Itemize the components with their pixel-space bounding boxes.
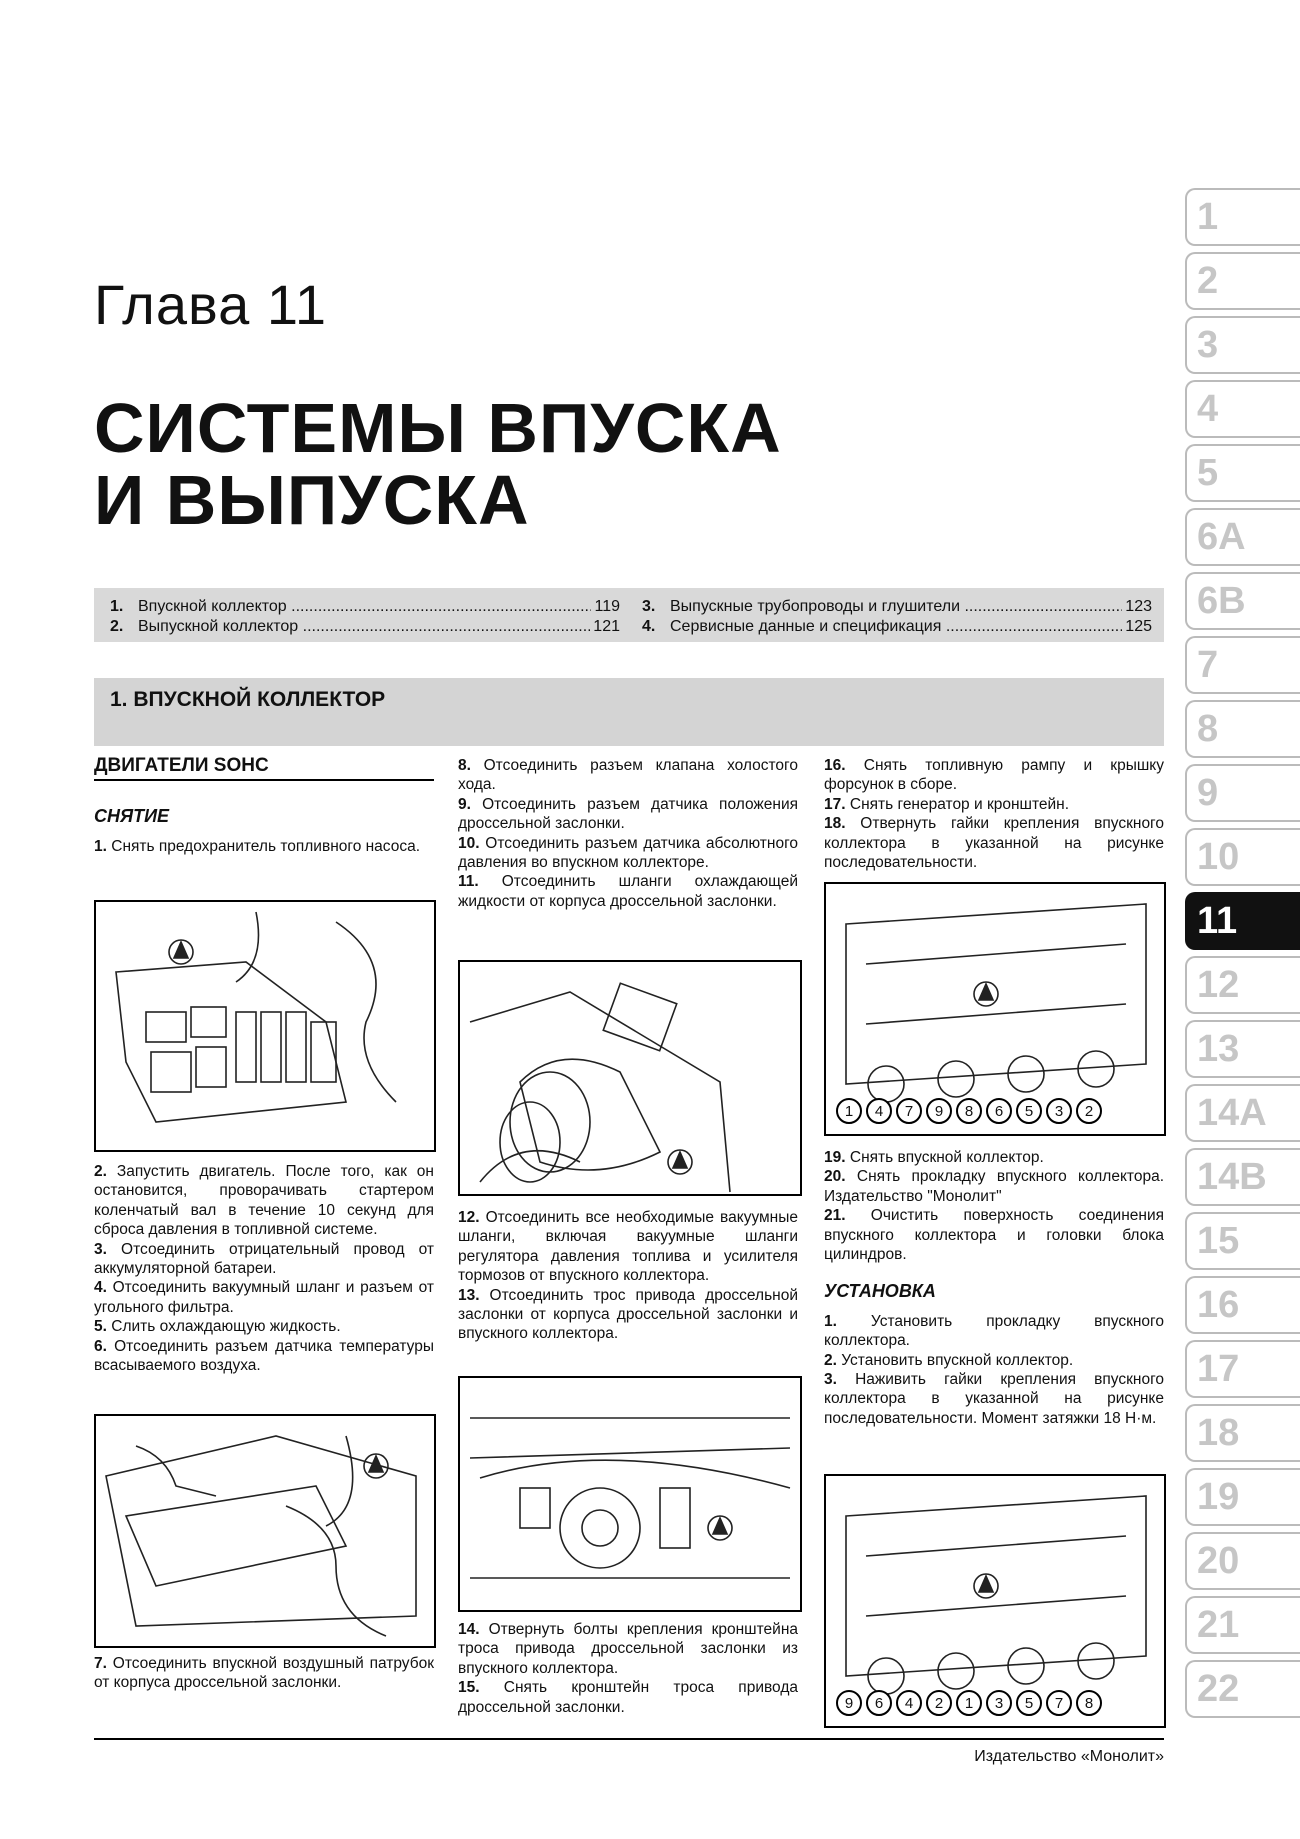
toc-item[interactable]: 2. Выпускной коллектор ..... 121 [110,618,620,636]
chapter-tab[interactable]: 17 [1185,1340,1300,1398]
step-text: 15. Снять кронштейн троса привода дроссельной заслонки. [458,1679,798,1716]
table-of-contents [94,588,1164,642]
step-text: 10. Отсоединить разъем датчика абсолютного давления во впускном коллекторе. [458,834,798,872]
title-line-1: СИСТЕМЫ ВПУСКА [94,389,782,467]
step-text: 18. Отвернуть гайки крепления впускного коллектора в указанной на рисунке последовательности. [824,815,1164,872]
footer-divider [94,1738,1164,1740]
sequence-number: 7 [1046,1690,1072,1716]
engine-heading: ДВИГАТЕЛИ SOHC [94,756,434,781]
step-text: 8. Отсоединить разъем клапана холостого хода. [458,757,798,794]
step-text: 1. Снять предохранитель топливного насоса. [94,837,421,855]
sequence-number: 6 [866,1690,892,1716]
figure-nut-removal-sequence [824,882,1166,1136]
sequence-number: 8 [1076,1690,1102,1716]
step-text: 20. Снять прокладку впускного коллектора. Издательство "Монолит" [824,1168,1164,1205]
chapter-tab[interactable]: 14A [1185,1084,1300,1142]
step-text: 14. Отвернуть болты крепления кронштейна троса привода дроссельной заслонки из впускного коллектора. [458,1621,798,1677]
throttle-cable-illustration [460,1378,800,1610]
figure-throttle-cable [458,1376,802,1612]
step-text: 16. Снять топливную рампу и крышку форсунок в сборе. [824,757,1164,794]
column-2-steps-b [458,1208,798,1344]
chapter-tab[interactable]: 14B [1185,1148,1300,1206]
step-text: 21. Очистить поверхность соединения впускного коллектора и головки блока цилиндров. [824,1207,1164,1264]
air-temp-sensor-illustration [96,1416,434,1646]
sequence-number: 8 [956,1098,982,1124]
step-text: 2. Установить впускной коллектор. [824,1351,1074,1369]
column-2 [458,756,798,911]
chapter-tab[interactable]: 5 [1185,444,1300,502]
chapter-tab[interactable]: 21 [1185,1596,1300,1654]
figure-air-temp-sensor [94,1414,436,1648]
chapter-tab[interactable]: 18 [1185,1404,1300,1462]
column-2-steps-c [458,1620,798,1717]
section-title: 1. ВПУСКНОЙ КОЛЛЕКТОР [110,688,386,711]
manifold-removal-illustration [826,884,1164,1134]
step-text: 13. Отсоединить трос привода дроссельной заслонки от корпуса дроссельной заслонки и впускного коллектора. [458,1286,798,1343]
sequence-number: 1 [836,1098,862,1124]
chapter-tab[interactable]: 13 [1185,1020,1300,1078]
chapter-tab[interactable]: 10 [1185,828,1300,886]
chapter-label: Глава 11 [94,273,327,336]
fuse-box-illustration [96,902,434,1150]
chapter-tab[interactable]: 7 [1185,636,1300,694]
step-text: 12. Отсоединить все необходимые вакуумные шланги, включая вакуумные шланги регулятора давления топлива и усилителя тормозов от впускного коллектора. [458,1209,798,1285]
sequence-number: 4 [896,1690,922,1716]
chapter-tab[interactable]: 6A [1185,508,1300,566]
sequence-number: 3 [986,1690,1012,1716]
column-3 [824,756,1164,872]
toc-item[interactable]: 3. Выпускные трубопроводы и глушители ..... 123 [642,598,1152,616]
figure-nut-tightening-sequence [824,1474,1166,1728]
chapter-tab[interactable]: 6B [1185,572,1300,630]
column-3-steps-b [824,1148,1164,1428]
chapter-tab[interactable]: 3 [1185,316,1300,374]
sequence-number: 3 [1046,1098,1072,1124]
figure-fuse-box [94,900,436,1152]
throttle-body-illustration [460,962,800,1194]
sequence-number: 2 [926,1690,952,1716]
chapter-tab[interactable]: 4 [1185,380,1300,438]
chapter-tab[interactable]: 9 [1185,764,1300,822]
sequence-number: 2 [1076,1098,1102,1124]
column-1-steps [94,1162,434,1375]
step-text: 5. Слить охлаждающую жидкость. [94,1318,341,1336]
step-text: 9. Отсоединить разъем датчика положения дроссельной заслонки. [458,795,798,833]
step-text: 3. Наживить гайки крепления впускного коллектора в указанной на рисунке последовательности. Момент затяжки 18 Н·м. [824,1371,1164,1427]
chapter-tab[interactable]: 19 [1185,1468,1300,1526]
toc-item[interactable]: 4. Сервисные данные и спецификация ..... 125 [642,618,1152,636]
manifold-install-illustration [826,1476,1164,1726]
section-header [94,678,1164,746]
sequence-number: 6 [986,1098,1012,1124]
chapter-tab[interactable]: 15 [1185,1212,1300,1270]
removal-heading: СНЯТИЕ [94,806,170,827]
chapter-tab[interactable]: 1 [1185,188,1300,246]
step-text: 4. Отсоединить вакуумный шланг и разъем от угольного фильтра. [94,1279,434,1316]
sequence-number: 9 [836,1690,862,1716]
nut-sequence-labels [836,1098,1102,1124]
sequence-number: 7 [896,1098,922,1124]
sequence-number: 5 [1016,1098,1042,1124]
step-text: 17. Снять генератор и кронштейн. [824,795,1070,813]
chapter-title [94,389,782,539]
publisher-footer: Издательство «Монолит» [974,1748,1164,1765]
chapter-tab-active[interactable]: 11 [1185,892,1300,950]
step-text: 6. Отсоединить разъем датчика температуры всасываемого воздуха. [94,1337,434,1375]
sequence-number: 5 [1016,1690,1042,1716]
chapter-tabs [1185,188,1300,1724]
nut-sequence-labels [836,1690,1102,1716]
chapter-tab[interactable]: 16 [1185,1276,1300,1334]
chapter-tab[interactable]: 2 [1185,252,1300,310]
chapter-tab[interactable]: 20 [1185,1532,1300,1590]
step-text: 2. Запустить двигатель. После того, как он остановится, проворачивать стартером коленчатый вал в течение 10 секунд для сброса давления в топливной системе. [94,1163,434,1239]
sequence-number: 4 [866,1098,892,1124]
step-text: 7. Отсоединить впускной воздушный патрубок от корпуса дроссельной заслонки. [94,1655,434,1692]
chapter-tab[interactable]: 12 [1185,956,1300,1014]
column-1 [94,756,434,856]
step-text: 1. Установить прокладку впускного коллектора. [824,1312,1164,1350]
sequence-number: 1 [956,1690,982,1716]
step-text: 19. Снять впускной коллектор. [824,1149,1044,1166]
step-text: 11. Отсоединить шланги охлаждающей жидкости от корпуса дроссельной заслонки. [458,873,798,910]
installation-heading: УСТАНОВКА [824,1281,936,1302]
title-line-2: И ВЫПУСКА [94,461,530,539]
step-text: 3. Отсоединить отрицательный провод от аккумуляторной батареи. [94,1240,434,1278]
figure-throttle-body [458,960,802,1196]
chapter-tab[interactable]: 8 [1185,700,1300,758]
sequence-number: 9 [926,1098,952,1124]
toc-item[interactable]: 1. Впускной коллектор ..... 119 [110,598,620,616]
chapter-tab[interactable]: 22 [1185,1660,1300,1718]
column-1-step7 [94,1654,434,1693]
